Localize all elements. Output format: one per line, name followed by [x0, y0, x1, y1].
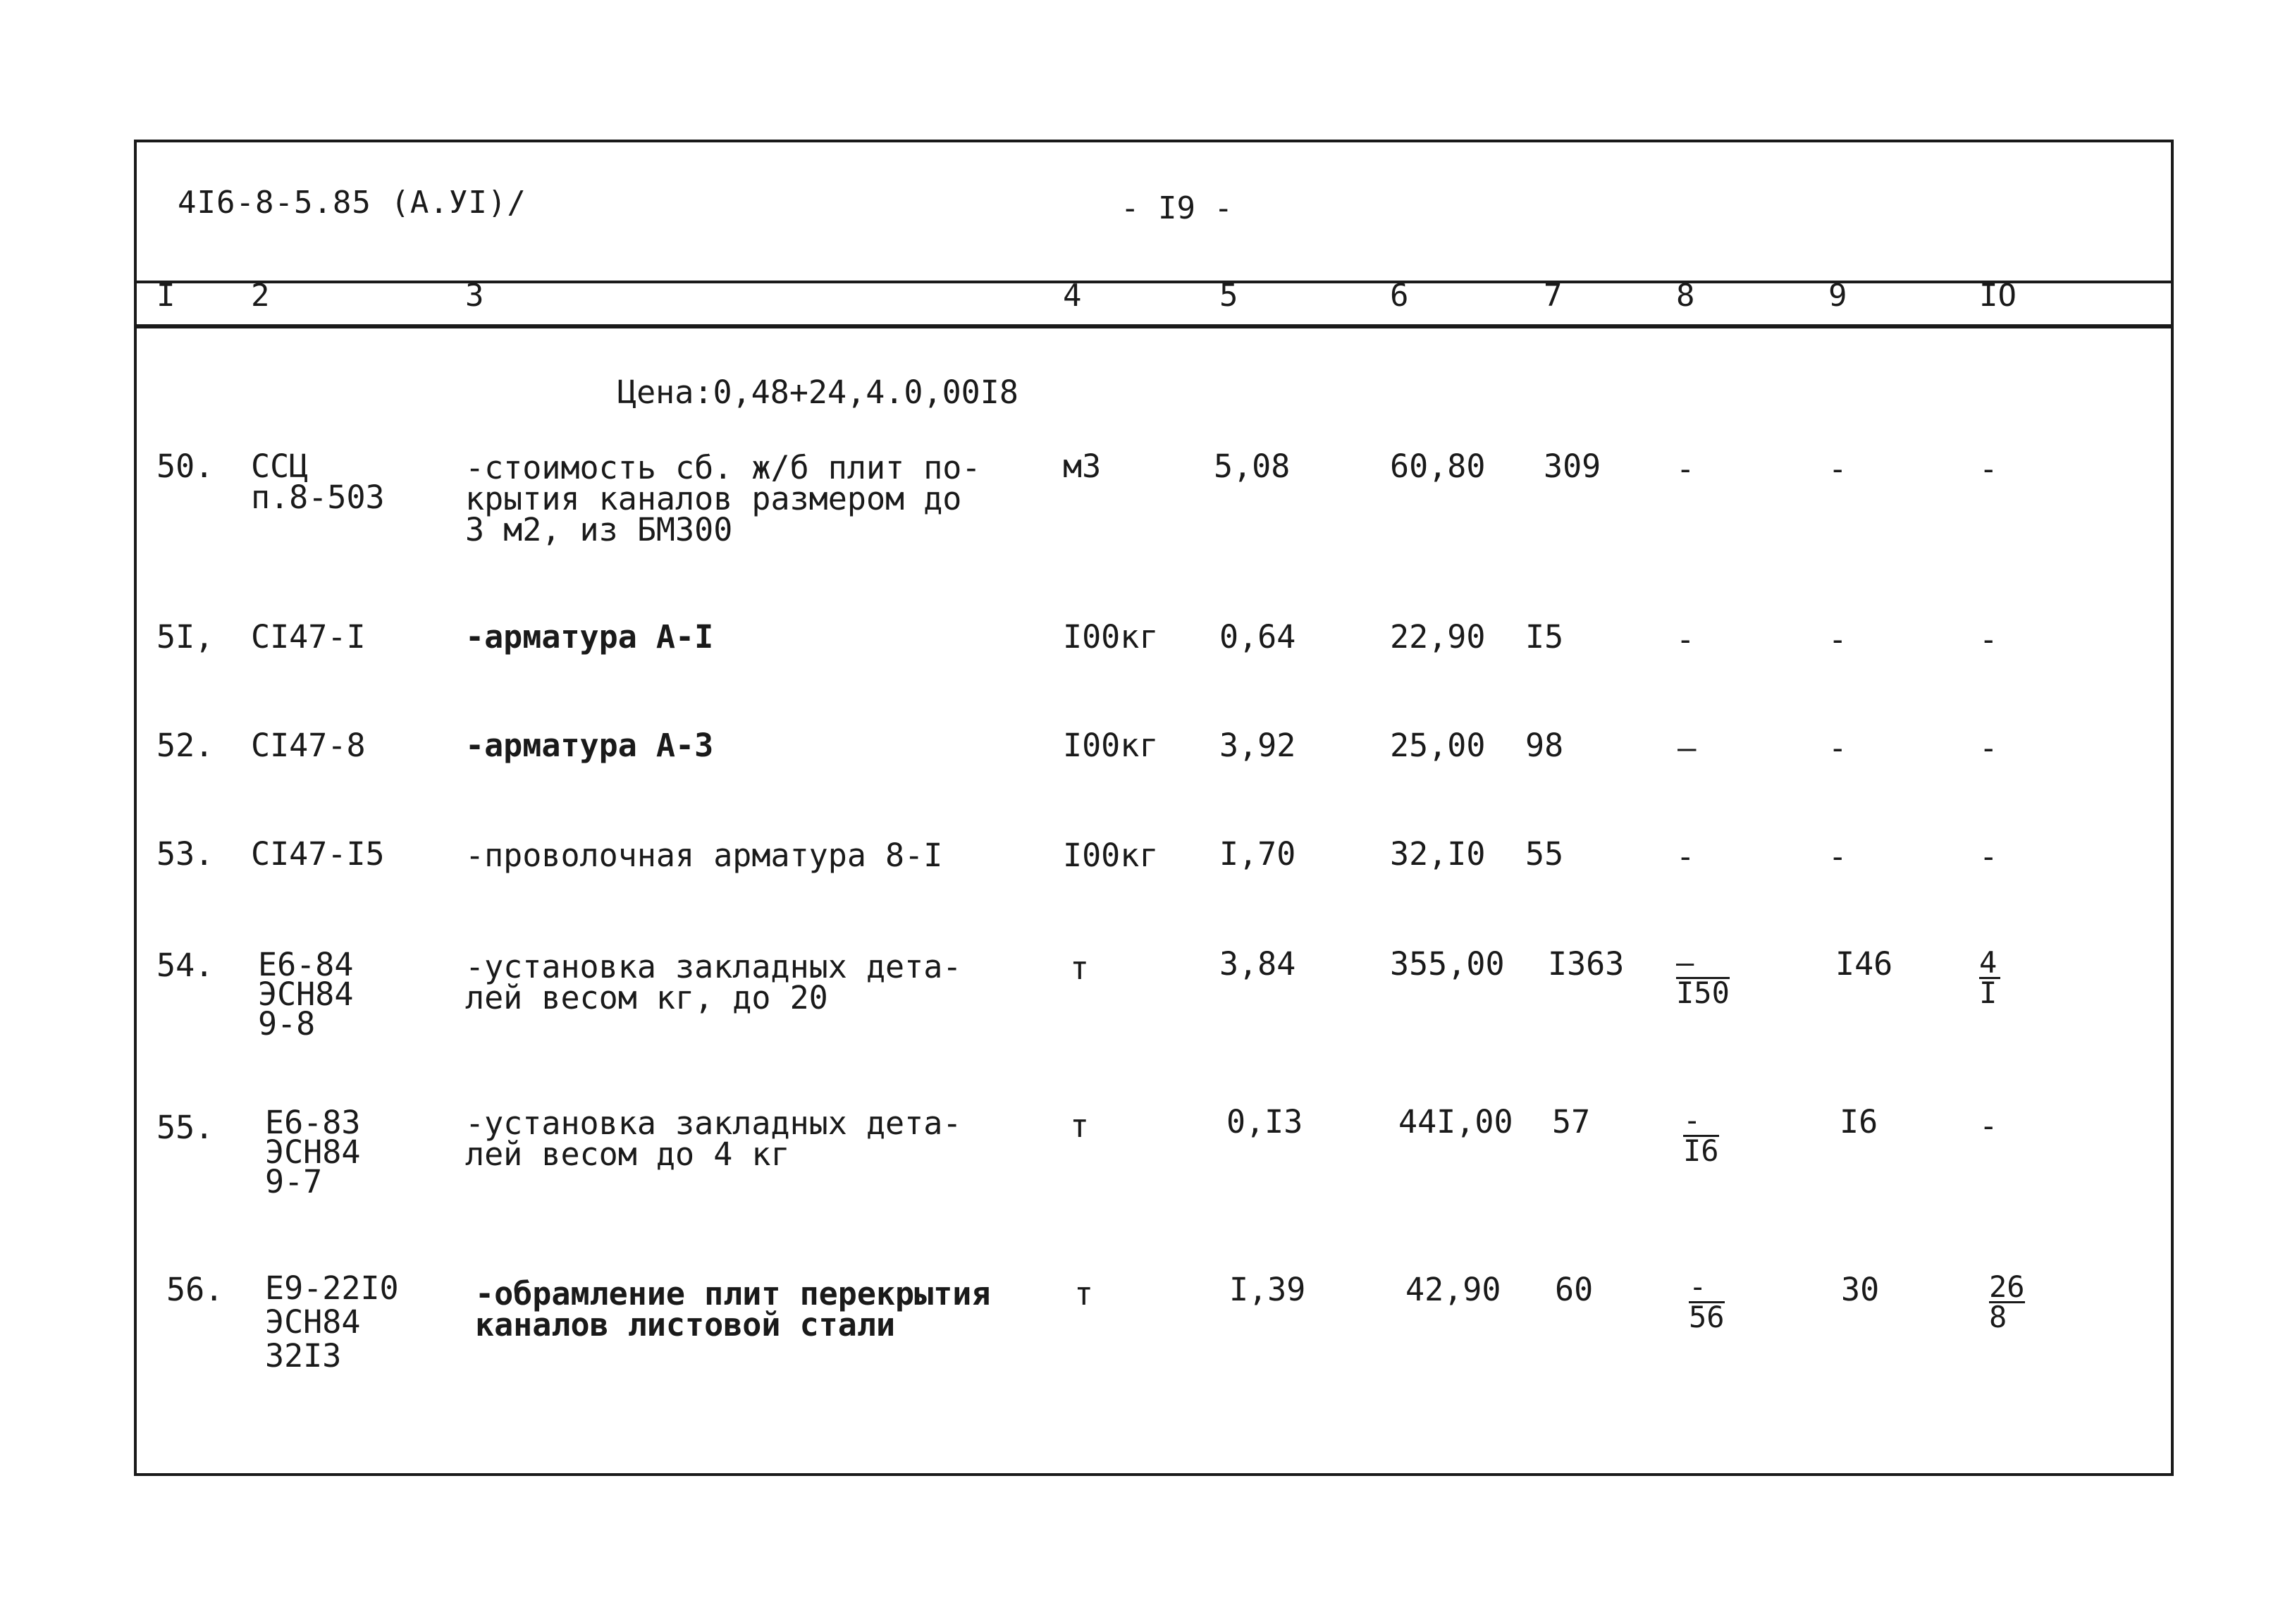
row-code: CI47-I5: [251, 835, 385, 873]
row-unit-price: 60,80: [1390, 448, 1486, 485]
column-number-4: 4: [1063, 278, 1082, 314]
row-col9: -: [1828, 622, 1847, 658]
column-number-1: I: [156, 278, 176, 314]
row-quantity: 3,84: [1219, 945, 1296, 983]
row-col8: —: [1678, 730, 1697, 766]
row-unit: I00кг: [1063, 727, 1159, 764]
row-number: 5I,: [156, 618, 214, 656]
row-quantity: 5,08: [1214, 448, 1291, 485]
row-unit: т: [1070, 1107, 1090, 1145]
row-quantity: I,39: [1229, 1271, 1306, 1308]
table-header-top-rule: [134, 281, 2171, 283]
page-number: - I9 -: [1121, 190, 1233, 226]
row-unit: т: [1070, 949, 1090, 987]
row-cost: I363: [1548, 945, 1625, 983]
row-col8-fraction: [1689, 1269, 1725, 1334]
row-cost: 57: [1552, 1103, 1591, 1140]
row-number: 54.: [156, 947, 214, 984]
row-number: 50.: [156, 448, 214, 485]
row-unit-price: 32,I0: [1390, 835, 1486, 873]
column-number-9: 9: [1828, 278, 1847, 314]
fraction-numerator: -: [1683, 1107, 1719, 1137]
row-unit: I00кг: [1063, 618, 1159, 656]
column-number-8: 8: [1676, 278, 1695, 314]
row-unit: т: [1074, 1275, 1094, 1312]
fraction-numerator: -: [1689, 1273, 1725, 1303]
row-number: 53.: [156, 835, 214, 873]
fraction-denominator: I6: [1683, 1133, 1719, 1168]
row-col8: -: [1676, 451, 1695, 487]
column-number-3: 3: [465, 278, 484, 314]
row-quantity: I,70: [1219, 835, 1296, 873]
row-description: -арматура А-I: [465, 618, 714, 656]
row-quantity: 3,92: [1219, 727, 1296, 764]
row-unit: I00кг: [1063, 837, 1159, 874]
row-code: CI47-I: [251, 618, 366, 656]
row-unit-price: 42,90: [1405, 1271, 1501, 1308]
row-number: 56.: [166, 1271, 224, 1308]
row-unit-price: 355,00: [1390, 945, 1505, 983]
row-col10-fraction: [1979, 945, 2000, 1010]
row-cost: I5: [1525, 618, 1564, 656]
row-col9: -: [1828, 451, 1847, 487]
row-code: Е9-22I0 ЭСН84 32I3: [265, 1269, 399, 1374]
row-col8-fraction: [1676, 945, 1730, 1010]
row-quantity: 0,64: [1219, 618, 1296, 656]
row-description: -установка закладных дета- лей весом до 4 кг: [465, 1105, 962, 1173]
row-code: CI47-8: [251, 727, 366, 764]
row-number: 55.: [156, 1109, 214, 1146]
fraction-denominator: I50: [1676, 976, 1730, 1010]
row-description: -установка закладных дета- лей весом кг, до 20: [465, 948, 962, 1016]
fraction-numerator: 4: [1979, 949, 2000, 979]
column-number-6: 6: [1390, 278, 1409, 314]
column-number-2: 2: [251, 278, 270, 314]
row-col10: -: [1979, 839, 1998, 875]
row-unit: м3: [1063, 448, 1102, 485]
row-col8-fraction: [1683, 1103, 1719, 1168]
column-number-7: 7: [1544, 278, 1563, 314]
row-cost: 55: [1525, 835, 1564, 873]
row-col9: -: [1828, 839, 1847, 875]
document-code: 4I6-8-5.85 (А.УI)/: [178, 185, 527, 221]
row-code: ССЦ п.8-503: [251, 448, 385, 516]
row-col10-fraction: [1989, 1269, 2025, 1334]
row-cost: 60: [1555, 1271, 1594, 1308]
row-col9: I6: [1840, 1103, 1878, 1140]
row-col8: -: [1676, 839, 1695, 875]
fraction-denominator: 56: [1689, 1300, 1725, 1334]
row-number: 52.: [156, 727, 214, 764]
row-quantity: 0,I3: [1226, 1103, 1303, 1140]
table-header-bottom-rule: [134, 324, 2171, 328]
row-cost: 309: [1544, 448, 1601, 485]
row-description: -стоимость сб. ж/б плит по- крытия каналов размером до 3 м2, из БМ300: [465, 449, 981, 548]
fraction-numerator: 26: [1989, 1269, 2025, 1304]
column-number-5: 5: [1219, 278, 1238, 314]
row-description: -обрамление плит перекрытия каналов листовой стали: [475, 1275, 991, 1343]
row-unit-price: 44I,00: [1398, 1103, 1513, 1140]
row-code: Е6-83 ЭСН84 9-7: [265, 1104, 361, 1200]
column-number-10: IO: [1979, 278, 2017, 314]
row-col10: -: [1979, 451, 1998, 487]
row-col10: -: [1979, 622, 1998, 658]
row-code: Е6-84 ЭСН84 9-8: [258, 946, 354, 1042]
price-note: Цена:0,48+24,4.0,00I8: [617, 374, 1018, 411]
row-description: -арматура А-3: [465, 727, 714, 764]
row-unit-price: 22,90: [1390, 618, 1486, 656]
row-unit-price: 25,00: [1390, 727, 1486, 764]
row-description: -проволочная арматура 8-I: [465, 837, 943, 874]
row-col10: -: [1979, 1108, 1998, 1144]
row-col9: -: [1828, 730, 1847, 766]
fraction-denominator: 8: [1989, 1300, 2007, 1334]
fraction-numerator: —: [1676, 949, 1730, 979]
row-col10: -: [1979, 730, 1998, 766]
fraction-denominator: I: [1979, 976, 1997, 1010]
row-col9: 30: [1841, 1271, 1880, 1308]
row-cost: 98: [1525, 727, 1564, 764]
row-col8: -: [1676, 622, 1695, 658]
row-col9: I46: [1835, 945, 1893, 983]
